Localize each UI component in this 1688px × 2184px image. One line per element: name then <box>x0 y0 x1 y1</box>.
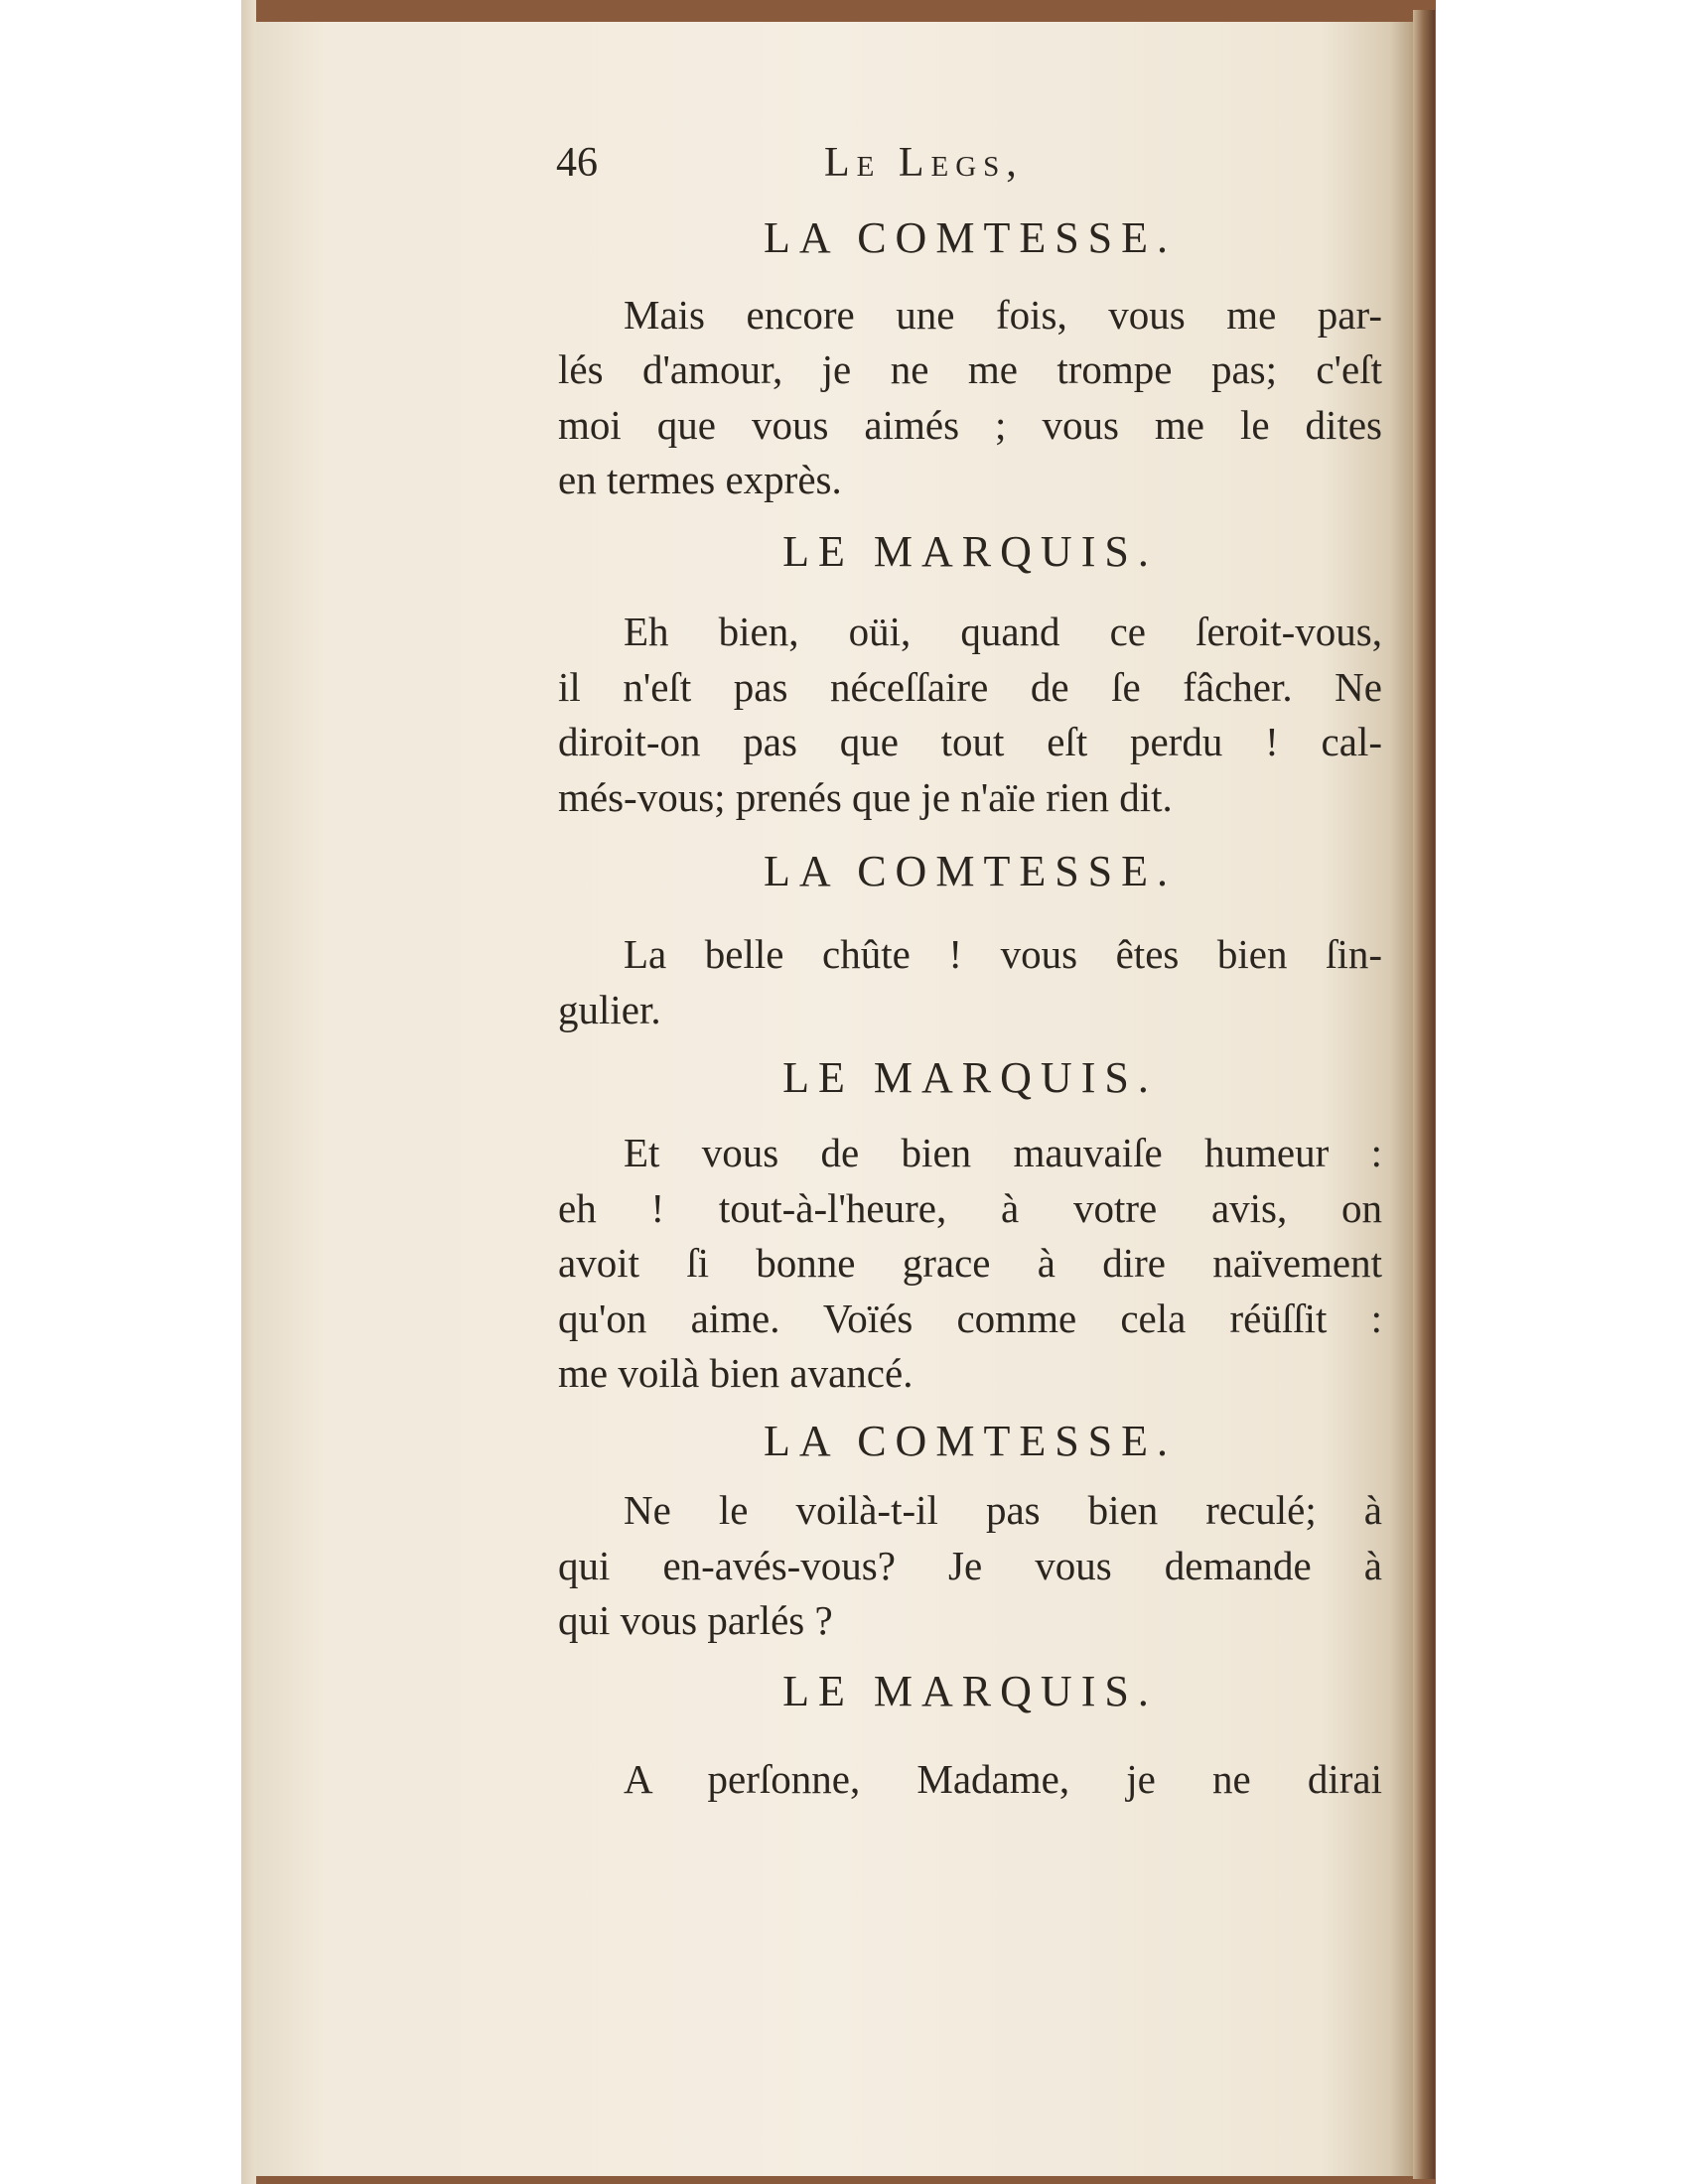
text-line: Eh bien, oüi, quand ce ſeroit-vous, <box>624 609 1382 654</box>
text-line: Et vous de bien mauvaiſe humeur : <box>624 1130 1382 1175</box>
text-line: gulier. <box>558 987 661 1032</box>
speaker-heading: LA COMTESSE. <box>763 847 1178 895</box>
book-spine-edge <box>1413 10 1435 2179</box>
text-line: A perſonne, Madame, je ne dirai <box>624 1756 1382 1802</box>
text-line: eh ! tout-à-l'heure, à votre avis, on <box>558 1185 1382 1231</box>
text-line: il n'eſt pas néceſſaire de ſe fâcher. Ne <box>558 664 1382 710</box>
text-line: me voilà bien avancé. <box>558 1350 914 1396</box>
speaker-heading: LE MARQUIS. <box>782 1053 1158 1102</box>
text-line: avoit ſi bonne grace à dire naïvement <box>558 1240 1382 1286</box>
text-line: Ne le voilà-t-il pas bien reculé; à <box>624 1487 1382 1533</box>
speaker-heading: LA COMTESSE. <box>763 213 1178 262</box>
speaker-heading: LE MARQUIS. <box>782 1667 1158 1715</box>
page-left-edge <box>241 0 256 2184</box>
text-line: qui en-avés-vous? Je vous demande à <box>558 1543 1382 1588</box>
running-head: Le Legs, <box>824 140 1024 186</box>
text-line: lés d'amour, je ne me trompe pas; c'eſt <box>558 346 1382 392</box>
text-line: qui vous parlés ? <box>558 1597 833 1643</box>
speaker-heading: LE MARQUIS. <box>782 527 1158 576</box>
text-line: més-vous; prenés que je n'aïe rien dit. <box>558 774 1173 820</box>
speaker-heading: LA COMTESSE. <box>763 1417 1178 1465</box>
text-line: en termes exprès. <box>558 457 842 502</box>
text-line: moi que vous aimés ; vous me le dites <box>558 402 1382 448</box>
text-line: La belle chûte ! vous êtes bien ſin- <box>624 931 1382 977</box>
text-line: Mais encore une fois, vous me par- <box>624 292 1382 338</box>
page-number: 46 <box>556 140 598 186</box>
text-line: qu'on aime. Voïés comme cela réüſſit : <box>558 1296 1382 1341</box>
text-line: diroit-on pas que tout eſt perdu ! cal- <box>558 719 1382 764</box>
